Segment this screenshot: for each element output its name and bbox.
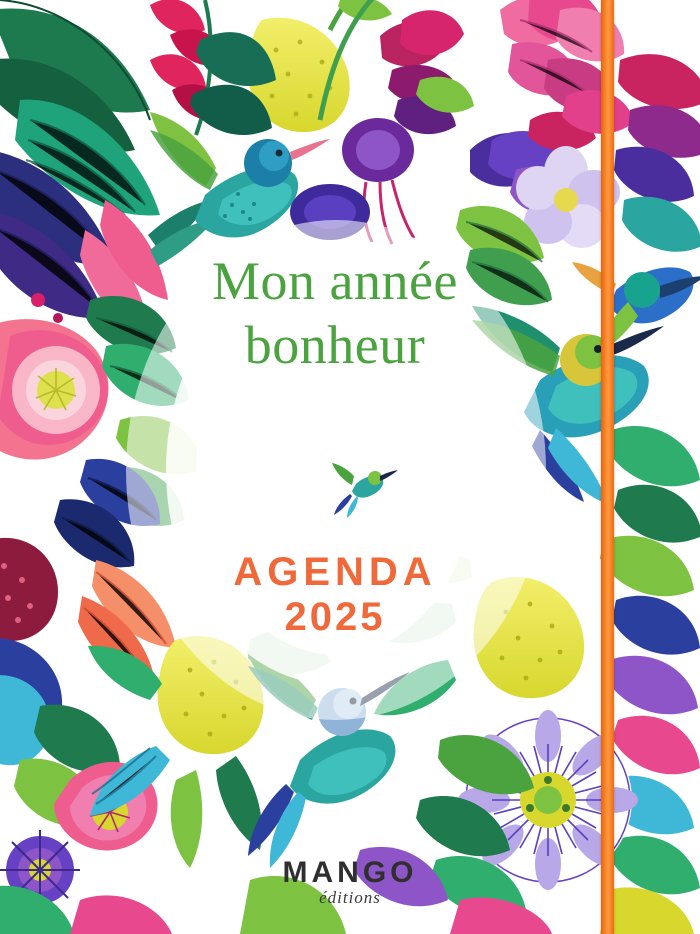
title-line-1: Mon année <box>212 251 458 311</box>
subtitle-year: 2025 <box>284 595 386 639</box>
publisher-name: MANGO <box>282 856 418 889</box>
publisher-logo <box>0 856 700 908</box>
publisher-tagline: éditions <box>319 888 381 907</box>
title-line-2: bonheur <box>244 314 426 375</box>
elastic-band <box>601 0 614 934</box>
subtitle-agenda: AGENDA <box>233 550 437 594</box>
hummingbird-center-small-icon <box>330 460 400 520</box>
